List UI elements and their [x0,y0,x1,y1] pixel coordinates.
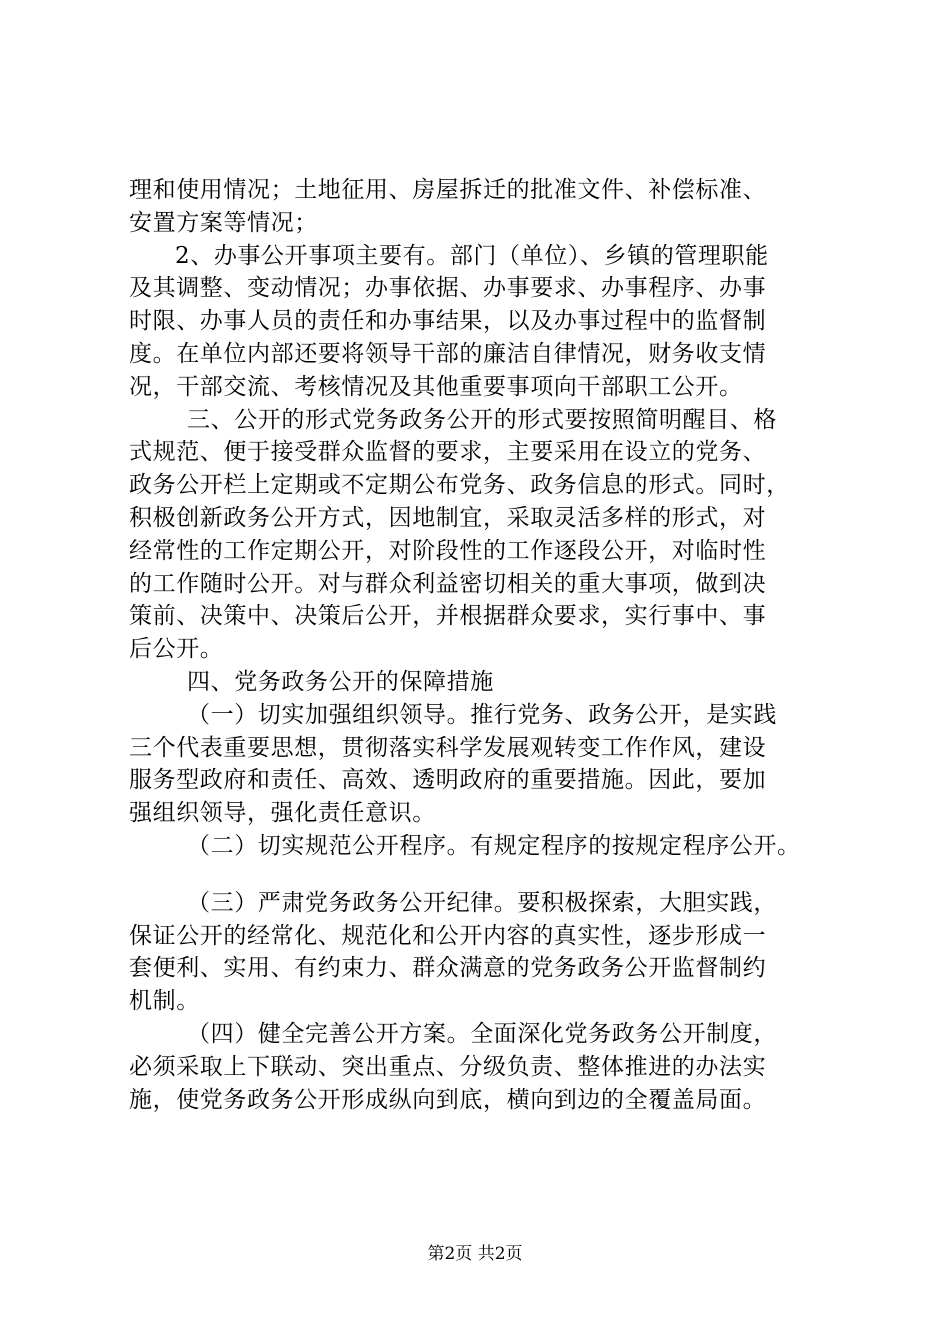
text-line: 度。在单位内部还要将领导干部的廉洁自律情况，财务收支情 [129,340,767,367]
text-line: 式规范、便于接受群众监督的要求，主要采用在设立的党务、 [129,439,767,466]
paragraph-start: 2、办事公开事项主要有。部门（单位）、乡镇的管理职能 [175,242,769,269]
subsection-1-start: （一）切实加强组织领导。推行党务、政务公开，是实践 [187,701,777,728]
text-line: 时限、办事人员的责任和办事结果，以及办事过程中的监督制 [129,308,767,335]
page-number-footer: 第2页 共2页 [427,1244,523,1264]
document-body [129,174,869,1116]
subsection-2: （二）切实规范公开程序。有规定程序的按规定程序公开。 [187,832,801,859]
text-line: 况，干部交流、考核情况及其他重要事项向干部职工公开。 [129,373,743,400]
text-line: 政务公开栏上定期或不定期公布党务、政务信息的形式。同时， [129,472,790,499]
text-line: 安置方案等情况； [129,209,318,236]
text-line: 机制。 [129,988,200,1015]
text-line: 及其调整、变动情况；办事依据、办事要求、办事程序、办事 [129,275,767,302]
text-line: 服务型政府和责任、高效、透明政府的重要措施。因此，要加 [129,767,767,794]
text-line: 必须采取上下联动、突出重点、分级负责、整体推进的办法实 [129,1053,767,1080]
text-line: 强组织领导，强化责任意识。 [129,800,436,827]
text-line: 保证公开的经常化、规范化和公开内容的真实性，逐步形成一 [129,922,767,949]
subsection-4-start: （四）健全完善公开方案。全面深化党务政务公开制度， [187,1020,777,1047]
text-line: 三个代表重要思想，贯彻落实科学发展观转变工作作风，建设 [129,734,767,761]
text-line: 施，使党务政务公开形成纵向到底，横向到边的全覆盖局面。 [129,1086,767,1113]
text-line: 理和使用情况；土地征用、房屋拆迁的批准文件、补偿标准、 [129,177,767,203]
text-line: 经常性的工作定期公开，对阶段性的工作逐段公开，对临时性 [129,537,767,564]
text-line: 的工作随时公开。对与群众利益密切相关的重大事项，做到决 [129,570,767,597]
text-line: 策前、决策中、决策后公开，并根据群众要求，实行事中、事 [129,603,767,630]
section-heading-4: 四、党务政务公开的保障措施 [187,668,494,695]
text-line: 后公开。 [129,636,224,663]
text-line: 套便利、实用、有约束力、群众满意的党务政务公开监督制约 [129,955,767,982]
section-heading-3: 三、公开的形式党务政务公开的形式要按照简明醒目、格 [187,406,777,433]
text-line: 积极创新政务公开方式，因地制宜，采取灵活多样的形式，对 [129,504,767,531]
subsection-3-start: （三）严肃党务政务公开纪律。要积极探索，大胆实践， [187,889,777,916]
paragraph-gap [129,863,869,887]
